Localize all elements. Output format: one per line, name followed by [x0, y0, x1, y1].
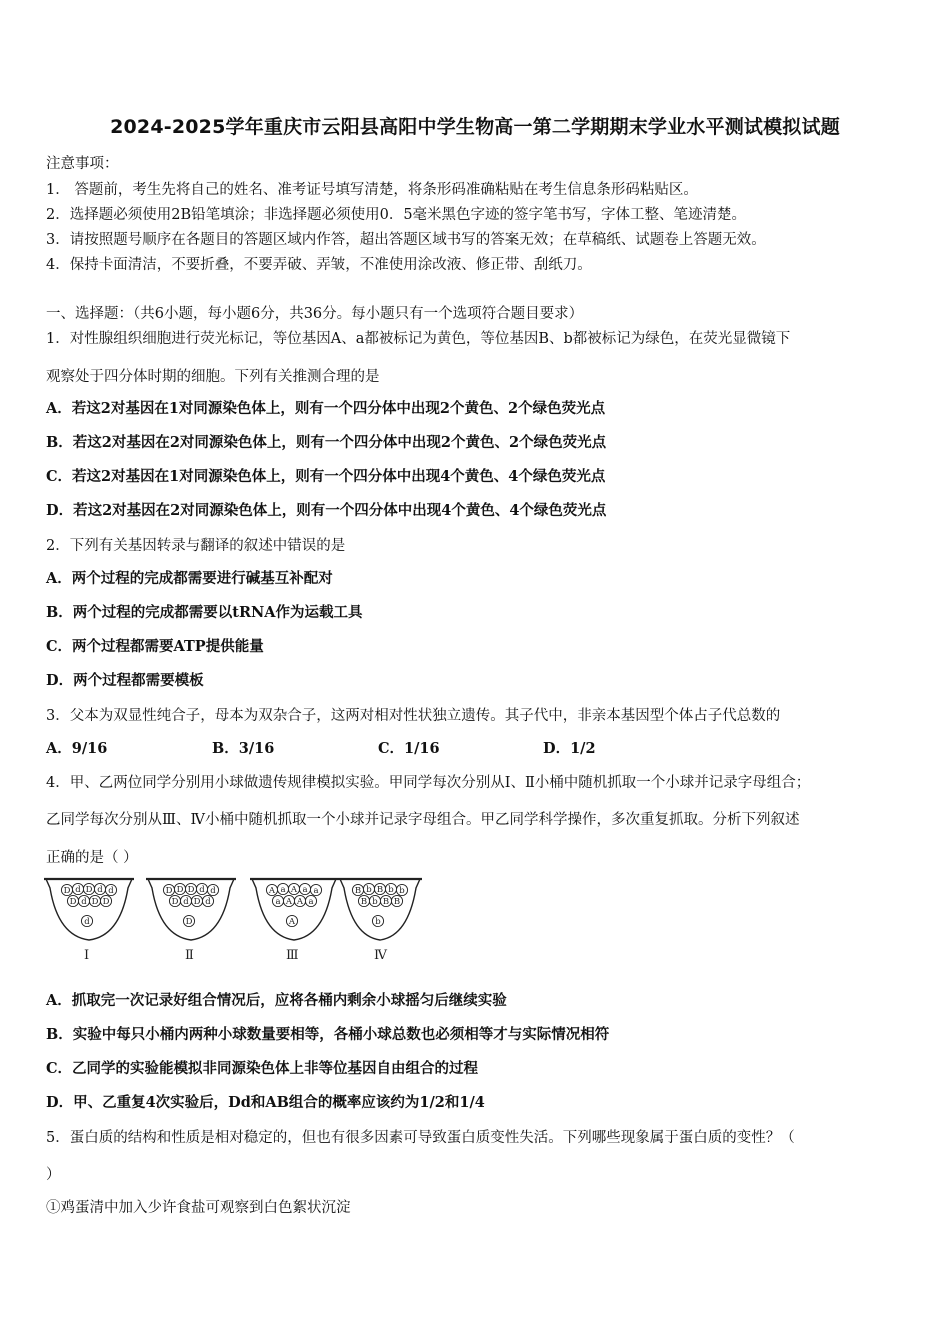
bucket-figure — [44, 876, 424, 968]
q1-stem-line2: 观察处于四分体时期的细胞。下列有关推测合理的是 — [46, 369, 380, 385]
q2-option-d: D．两个过程都需要模板 — [46, 672, 204, 689]
q2-option-a: A．两个过程的完成都需要进行碱基互补配对 — [46, 570, 333, 587]
ball-letter: d — [205, 897, 211, 907]
bucket-1-label: Ⅰ — [84, 948, 90, 963]
ball-letter: d — [183, 897, 189, 907]
q1-option-b: B．若这2对基因在2对同源染色体上，则有一个四分体中出现2个黄色、2个绿色荧光点 — [46, 434, 607, 451]
ball-letter: a — [302, 885, 308, 895]
ball-letter: d — [81, 897, 87, 907]
ball-letter: d — [210, 886, 216, 896]
q5-stem-line2: ） — [46, 1167, 61, 1183]
notice-item-3: 3．请按照题号顺序在各题目的答题区域内作答，超出答题区域书写的答案无效；在草稿纸、试题卷上答题无效。 — [46, 232, 766, 248]
section-heading: 一、选择题：（共6小题，每小题6分，共36分。每小题只有一个选项符合题目要求） — [46, 306, 584, 322]
ball-letter: a — [308, 897, 314, 907]
ball-letter: D — [165, 886, 173, 896]
ball-letter: D — [176, 885, 184, 895]
q2-option-c: C．两个过程都需要ATP提供能量 — [46, 638, 264, 655]
exam-title: 2024-2025学年重庆市云阳县高阳中学生物高一第二学期期末学业水平测试模拟试题 — [110, 116, 840, 138]
ball-letter: d — [108, 886, 114, 896]
ball-letter: D — [85, 885, 93, 895]
q1-option-a: A．若这2对基因在1对同源染色体上，则有一个四分体中出现2个黄色、2个绿色荧光点 — [46, 400, 606, 417]
ball-letter: D — [185, 917, 193, 927]
ball-letter: D — [193, 897, 201, 907]
q5-stem-line1: 5．蛋白质的结构和性质是相对稳定的，但也有很多因素可导致蛋白质变性失活。下列哪些现象属于蛋白质的变性？（ — [46, 1130, 795, 1146]
notice-item-2: 2．选择题必须使用2B铅笔填涂；非选择题必须使用0．5毫米黑色字迹的签字笔书写，字体工整、笔迹清楚。 — [46, 207, 747, 223]
ball-letter: b — [366, 885, 372, 895]
q4-option-b: B．实验中每只小桶内两种小球数量要相等，各桶小球总数也必须相等才与实际情况相符 — [46, 1026, 610, 1043]
bucket-1 — [44, 879, 134, 963]
ball-letter: a — [275, 897, 281, 907]
ball-letter: d — [84, 917, 90, 927]
bucket-3 — [250, 879, 338, 963]
ball-letter: A — [268, 886, 276, 896]
q3-option-c: C．1/16 — [378, 740, 440, 757]
q4-stem-line3: 正确的是（ ） — [46, 850, 138, 866]
q4-stem-line2: 乙同学每次分别从Ⅲ、Ⅳ小桶中随机抓取一个小球并记录字母组合。甲乙同学科学操作，多次重复抓取。分析下列叙述 — [46, 812, 800, 828]
ball-letter: a — [280, 885, 286, 895]
notice-heading: 注意事项： — [46, 156, 119, 172]
q1-option-c: C．若这2对基因在1对同源染色体上，则有一个四分体中出现4个黄色、4个绿色荧光点 — [46, 468, 606, 485]
ball-letter: D — [187, 885, 195, 895]
notice-item-4: 4．保持卡面清洁，不要折叠，不要弄破、弄皱，不准使用涂改液、修正带、刮纸刀。 — [46, 257, 592, 273]
q4-option-d: D．甲、乙重复4次实验后，Dd和AB组合的概率应该约为1/2和1/4 — [46, 1094, 485, 1111]
bucket-2-label: Ⅱ — [185, 948, 194, 963]
ball-letter: B — [382, 897, 390, 907]
q4-option-a: A．抓取完一次记录好组合情况后，应将各桶内剩余小球摇匀后继续实验 — [46, 992, 507, 1009]
ball-letter: A — [285, 897, 293, 907]
ball-letter: A — [290, 885, 298, 895]
q2-option-b: B．两个过程的完成都需要以tRNA作为运载工具 — [46, 604, 363, 621]
ball-letter: B — [360, 897, 368, 907]
ball-letter: D — [102, 897, 110, 907]
ball-letter: b — [399, 886, 405, 896]
ball-letter: D — [69, 897, 77, 907]
ball-letter: A — [288, 917, 296, 927]
ball-letter: d — [97, 885, 103, 895]
bucket-2 — [146, 879, 236, 963]
ball-letter: B — [354, 886, 362, 896]
q2-stem: 2．下列有关基因转录与翻译的叙述中错误的是 — [46, 538, 346, 554]
notice-item-1: 1． 答题前，考生先将自己的姓名、准考证号填写清楚，将条形码准确粘贴在考生信息条形码粘贴区。 — [46, 182, 698, 198]
ball-letter: b — [388, 885, 394, 895]
q3-stem: 3．父本为双显性纯合子，母本为双杂合子，这两对相对性状独立遗传。其子代中，非亲本基因型个体占子代总数的 — [46, 708, 781, 724]
q4-option-c: C．乙同学的实验能模拟非同源染色体上非等位基因自由组合的过程 — [46, 1060, 479, 1077]
bucket-4 — [338, 879, 422, 963]
q3-option-d: D．1/2 — [543, 740, 596, 757]
ball-letter: d — [75, 885, 81, 895]
ball-letter: D — [63, 886, 71, 896]
ball-letter: a — [313, 886, 319, 896]
ball-letter: D — [91, 897, 99, 907]
bucket-4-label: Ⅳ — [374, 948, 387, 963]
q4-stem-line1: 4．甲、乙两位同学分别用小球做遗传规律模拟实验。甲同学每次分别从Ⅰ、Ⅱ小桶中随机抓取一个小球并记录字母组合； — [46, 775, 811, 791]
ball-letter: B — [376, 885, 384, 895]
ball-letter: A — [296, 897, 304, 907]
ball-letter: b — [375, 917, 381, 927]
q3-option-b: B．3/16 — [212, 740, 275, 757]
ball-letter: D — [171, 897, 179, 907]
ball-letter: b — [372, 897, 378, 907]
bucket-3-label: Ⅲ — [286, 948, 299, 963]
ball-letter: d — [199, 885, 205, 895]
q5-item-1: ①鸡蛋清中加入少许食盐可观察到白色絮状沉淀 — [46, 1200, 351, 1216]
q1-stem-line1: 1．对性腺组织细胞进行荧光标记，等位基因A、a都被标记为黄色，等位基因B、b都被标记为绿色，在荧光显微镜下 — [46, 331, 791, 347]
q1-option-d: D．若这2对基因在2对同源染色体上，则有一个四分体中出现4个黄色、4个绿色荧光点 — [46, 502, 607, 519]
ball-letter: B — [393, 897, 401, 907]
q3-option-a: A．9/16 — [46, 740, 108, 757]
